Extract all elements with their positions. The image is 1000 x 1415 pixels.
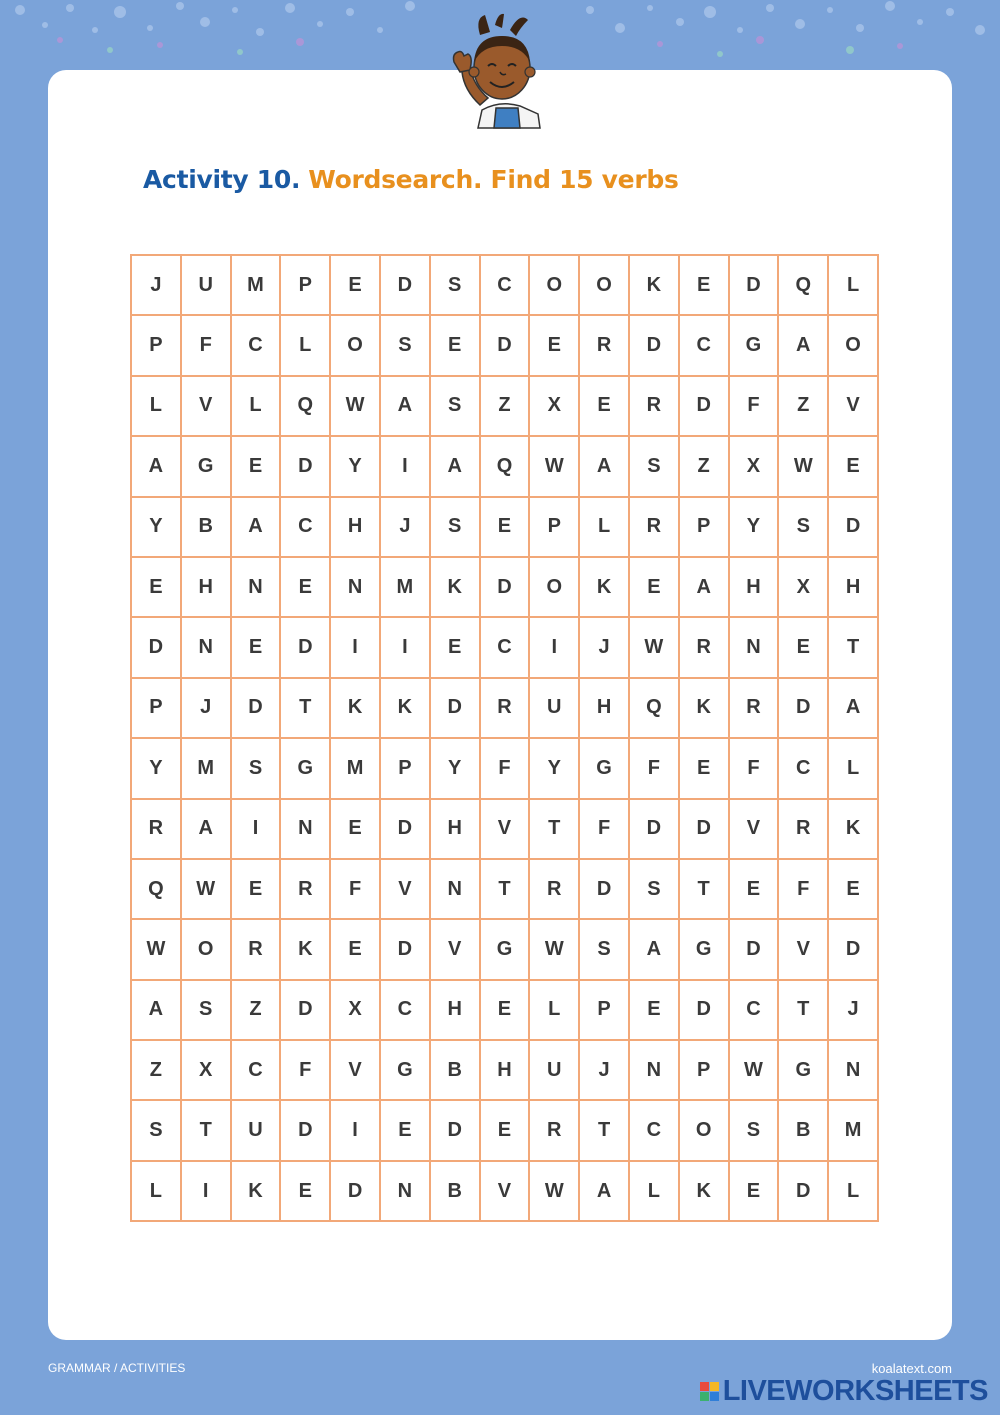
grid-cell[interactable]: L xyxy=(530,981,580,1041)
grid-cell[interactable]: L xyxy=(829,739,879,799)
grid-cell[interactable]: E xyxy=(331,920,381,980)
grid-cell[interactable]: N xyxy=(182,618,232,678)
grid-cell[interactable]: E xyxy=(232,618,282,678)
grid-cell[interactable]: L xyxy=(630,1162,680,1222)
grid-cell[interactable]: V xyxy=(779,920,829,980)
grid-cell[interactable]: E xyxy=(331,256,381,316)
grid-cell[interactable]: S xyxy=(630,860,680,920)
grid-cell[interactable]: B xyxy=(779,1101,829,1161)
grid-cell[interactable]: D xyxy=(730,920,780,980)
grid-cell[interactable]: S xyxy=(630,437,680,497)
grid-cell[interactable]: X xyxy=(779,558,829,618)
grid-cell[interactable]: D xyxy=(281,437,331,497)
grid-cell[interactable]: J xyxy=(580,618,630,678)
grid-cell[interactable]: F xyxy=(331,860,381,920)
grid-cell[interactable]: Y xyxy=(132,739,182,799)
grid-cell[interactable]: S xyxy=(182,981,232,1041)
grid-cell[interactable]: Q xyxy=(132,860,182,920)
grid-cell[interactable]: Y xyxy=(331,437,381,497)
grid-cell[interactable]: P xyxy=(381,739,431,799)
grid-cell[interactable]: O xyxy=(680,1101,730,1161)
grid-cell[interactable]: O xyxy=(331,316,381,376)
grid-cell[interactable]: P xyxy=(680,1041,730,1101)
grid-cell[interactable]: G xyxy=(730,316,780,376)
grid-cell[interactable]: E xyxy=(779,618,829,678)
grid-cell[interactable]: W xyxy=(132,920,182,980)
logo-mark-tile xyxy=(700,1382,709,1391)
grid-cell[interactable]: T xyxy=(281,679,331,739)
grid-cell[interactable]: V xyxy=(331,1041,381,1101)
grid-cell[interactable]: E xyxy=(232,860,282,920)
grid-cell[interactable]: T xyxy=(182,1101,232,1161)
grid-cell[interactable]: D xyxy=(829,498,879,558)
grid-cell[interactable]: D xyxy=(132,618,182,678)
grid-cell[interactable]: S xyxy=(431,377,481,437)
grid-cell[interactable]: R xyxy=(630,498,680,558)
grid-cell[interactable]: S xyxy=(431,256,481,316)
grid-cell[interactable]: N xyxy=(630,1041,680,1101)
activity-title xyxy=(143,165,679,194)
grid-cell[interactable]: P xyxy=(530,498,580,558)
grid-cell[interactable]: E xyxy=(630,558,680,618)
grid-cell[interactable]: A xyxy=(132,981,182,1041)
grid-cell[interactable]: H xyxy=(431,981,481,1041)
grid-cell[interactable]: A xyxy=(132,437,182,497)
grid-cell[interactable]: F xyxy=(580,800,630,860)
grid-cell[interactable]: R xyxy=(779,800,829,860)
grid-cell[interactable]: C xyxy=(232,316,282,376)
grid-cell[interactable]: M xyxy=(182,739,232,799)
grid-cell[interactable]: H xyxy=(182,558,232,618)
logo-mark-tile xyxy=(710,1382,719,1391)
grid-cell[interactable]: L xyxy=(232,377,282,437)
liveworksheets-logo-mark xyxy=(700,1382,719,1401)
grid-cell[interactable]: E xyxy=(132,558,182,618)
grid-cell[interactable]: C xyxy=(481,618,531,678)
grid-cell[interactable]: E xyxy=(680,256,730,316)
grid-cell[interactable]: E xyxy=(829,437,879,497)
grid-cell[interactable]: L xyxy=(580,498,630,558)
grid-cell[interactable]: X xyxy=(730,437,780,497)
grid-cell[interactable]: D xyxy=(680,800,730,860)
grid-cell[interactable]: O xyxy=(530,256,580,316)
grid-cell[interactable]: L xyxy=(829,256,879,316)
grid-cell[interactable]: Z xyxy=(132,1041,182,1101)
grid-cell[interactable]: S xyxy=(381,316,431,376)
grid-cell[interactable]: D xyxy=(779,679,829,739)
grid-cell[interactable]: R xyxy=(530,1101,580,1161)
grid-cell[interactable]: K xyxy=(381,679,431,739)
grid-cell[interactable]: A xyxy=(431,437,481,497)
grid-cell[interactable]: D xyxy=(481,558,531,618)
grid-cell[interactable]: D xyxy=(281,1101,331,1161)
grid-cell[interactable]: E xyxy=(680,739,730,799)
grid-cell[interactable]: M xyxy=(232,256,282,316)
grid-cell[interactable]: Y xyxy=(132,498,182,558)
grid-cell[interactable]: O xyxy=(580,256,630,316)
grid-cell[interactable]: A xyxy=(630,920,680,980)
grid-cell[interactable]: O xyxy=(530,558,580,618)
grid-cell[interactable]: D xyxy=(431,1101,481,1161)
grid-cell[interactable]: B xyxy=(431,1041,481,1101)
grid-cell[interactable]: C xyxy=(630,1101,680,1161)
grid-cell[interactable]: K xyxy=(281,920,331,980)
grid-cell[interactable]: R xyxy=(232,920,282,980)
grid-cell[interactable]: K xyxy=(680,1162,730,1222)
grid-cell[interactable]: I xyxy=(530,618,580,678)
grid-cell[interactable]: T xyxy=(680,860,730,920)
grid-cell[interactable]: N xyxy=(829,1041,879,1101)
grid-cell[interactable]: D xyxy=(381,256,431,316)
grid-cell[interactable]: S xyxy=(132,1101,182,1161)
grid-cell[interactable]: K xyxy=(431,558,481,618)
grid-cell[interactable]: F xyxy=(730,377,780,437)
grid-cell[interactable]: Y xyxy=(431,739,481,799)
grid-cell[interactable]: W xyxy=(730,1041,780,1101)
grid-cell[interactable]: A xyxy=(381,377,431,437)
grid-cell[interactable]: F xyxy=(630,739,680,799)
grid-cell[interactable]: V xyxy=(481,800,531,860)
grid-cell[interactable]: X xyxy=(182,1041,232,1101)
grid-cell[interactable]: J xyxy=(182,679,232,739)
grid-cell[interactable]: Y xyxy=(530,739,580,799)
grid-cell[interactable]: E xyxy=(730,860,780,920)
wordsearch-grid[interactable] xyxy=(130,254,879,1222)
grid-cell[interactable]: B xyxy=(431,1162,481,1222)
footer-category: GRAMMAR / ACTIVITIES xyxy=(48,1361,186,1375)
grid-cell[interactable]: E xyxy=(829,860,879,920)
grid-cell[interactable]: V xyxy=(730,800,780,860)
grid-cell[interactable]: P xyxy=(281,256,331,316)
grid-cell[interactable]: U xyxy=(232,1101,282,1161)
grid-cell[interactable]: I xyxy=(182,1162,232,1222)
grid-cell[interactable]: V xyxy=(182,377,232,437)
grid-cell[interactable]: T xyxy=(829,618,879,678)
grid-cell[interactable]: Q xyxy=(779,256,829,316)
grid-cell[interactable]: M xyxy=(829,1101,879,1161)
grid-cell[interactable]: R xyxy=(580,316,630,376)
grid-cell[interactable]: E xyxy=(281,1162,331,1222)
grid-cell[interactable]: T xyxy=(779,981,829,1041)
grid-cell[interactable]: D xyxy=(381,920,431,980)
grid-cell[interactable]: S xyxy=(779,498,829,558)
grid-cell[interactable]: H xyxy=(331,498,381,558)
grid-cell[interactable]: T xyxy=(530,800,580,860)
grid-cell[interactable]: D xyxy=(281,618,331,678)
grid-cell[interactable]: J xyxy=(381,498,431,558)
grid-cell[interactable]: I xyxy=(381,437,431,497)
grid-cell[interactable]: C xyxy=(381,981,431,1041)
liveworksheets-logo-text: LIVEWORKSHEETS xyxy=(722,1374,988,1407)
grid-cell[interactable]: V xyxy=(829,377,879,437)
grid-cell[interactable]: S xyxy=(580,920,630,980)
grid-cell[interactable]: K xyxy=(580,558,630,618)
grid-cell[interactable]: L xyxy=(281,316,331,376)
grid-cell[interactable]: J xyxy=(132,256,182,316)
grid-cell[interactable]: G xyxy=(481,920,531,980)
grid-cell[interactable]: E xyxy=(381,1101,431,1161)
grid-cell[interactable]: W xyxy=(182,860,232,920)
grid-cell[interactable]: S xyxy=(730,1101,780,1161)
liveworksheets-logo[interactable] xyxy=(700,1374,988,1408)
grid-cell[interactable]: R xyxy=(730,679,780,739)
grid-cell[interactable]: L xyxy=(829,1162,879,1222)
grid-cell[interactable]: L xyxy=(132,377,182,437)
grid-cell[interactable]: G xyxy=(680,920,730,980)
grid-cell[interactable]: U xyxy=(530,679,580,739)
grid-cell[interactable]: D xyxy=(829,920,879,980)
grid-cell[interactable]: O xyxy=(829,316,879,376)
grid-cell[interactable]: A xyxy=(779,316,829,376)
grid-cell[interactable]: E xyxy=(530,316,580,376)
grid-cell[interactable]: R xyxy=(481,679,531,739)
grid-cell[interactable]: F xyxy=(779,860,829,920)
grid-cell[interactable]: G xyxy=(182,437,232,497)
grid-cell[interactable]: I xyxy=(331,618,381,678)
grid-cell[interactable]: E xyxy=(431,618,481,678)
grid-cell[interactable]: H xyxy=(580,679,630,739)
grid-cell[interactable]: M xyxy=(381,558,431,618)
grid-cell[interactable]: K xyxy=(630,256,680,316)
grid-cell[interactable]: N xyxy=(730,618,780,678)
grid-cell[interactable]: A xyxy=(829,679,879,739)
grid-cell[interactable]: D xyxy=(630,316,680,376)
grid-cell[interactable]: V xyxy=(381,860,431,920)
grid-cell[interactable]: Q xyxy=(281,377,331,437)
grid-cell[interactable]: P xyxy=(580,981,630,1041)
grid-cell[interactable]: M xyxy=(331,739,381,799)
grid-cell[interactable]: T xyxy=(580,1101,630,1161)
grid-cell[interactable]: A xyxy=(580,1162,630,1222)
grid-cell[interactable]: D xyxy=(331,1162,381,1222)
grid-cell[interactable]: Q xyxy=(630,679,680,739)
grid-cell[interactable]: V xyxy=(431,920,481,980)
grid-cell[interactable]: S xyxy=(431,498,481,558)
grid-cell[interactable]: C xyxy=(779,739,829,799)
grid-cell[interactable]: D xyxy=(730,256,780,316)
grid-cell[interactable]: H xyxy=(829,558,879,618)
grid-cell[interactable]: N xyxy=(381,1162,431,1222)
grid-cell[interactable]: R xyxy=(630,377,680,437)
grid-cell[interactable]: W xyxy=(331,377,381,437)
grid-cell[interactable]: D xyxy=(481,316,531,376)
grid-cell[interactable]: E xyxy=(281,558,331,618)
grid-cell[interactable]: E xyxy=(481,498,531,558)
activity-instruction: Wordsearch. Find 15 verbs xyxy=(308,165,679,194)
grid-cell[interactable]: P xyxy=(132,316,182,376)
grid-cell[interactable]: I xyxy=(331,1101,381,1161)
grid-cell[interactable]: E xyxy=(331,800,381,860)
grid-cell[interactable]: N xyxy=(431,860,481,920)
grid-cell[interactable]: J xyxy=(829,981,879,1041)
grid-cell[interactable]: E xyxy=(481,981,531,1041)
grid-cell[interactable]: D xyxy=(630,800,680,860)
grid-cell[interactable]: X xyxy=(530,377,580,437)
grid-cell[interactable]: K xyxy=(232,1162,282,1222)
grid-cell[interactable]: G xyxy=(381,1041,431,1101)
grid-cell[interactable]: C xyxy=(232,1041,282,1101)
grid-cell[interactable]: C xyxy=(481,256,531,316)
grid-cell[interactable]: U xyxy=(182,256,232,316)
grid-cell[interactable]: G xyxy=(281,739,331,799)
grid-cell[interactable]: F xyxy=(730,739,780,799)
grid-cell[interactable]: E xyxy=(431,316,481,376)
grid-cell[interactable]: S xyxy=(232,739,282,799)
grid-cell[interactable]: W xyxy=(779,437,829,497)
waving-child-mascot xyxy=(440,10,560,130)
grid-cell[interactable]: Z xyxy=(779,377,829,437)
grid-cell[interactable]: C xyxy=(281,498,331,558)
grid-cell[interactable]: N xyxy=(232,558,282,618)
footer-source: koalatext.com xyxy=(871,1361,952,1376)
grid-cell[interactable]: D xyxy=(779,1162,829,1222)
grid-cell[interactable]: D xyxy=(232,679,282,739)
activity-number: Activity 10. xyxy=(143,165,301,194)
grid-cell[interactable]: D xyxy=(431,679,481,739)
grid-cell[interactable]: R xyxy=(281,860,331,920)
grid-cell[interactable]: W xyxy=(530,920,580,980)
grid-cell[interactable]: R xyxy=(680,618,730,678)
logo-mark-tile xyxy=(700,1392,709,1401)
grid-cell[interactable]: Z xyxy=(232,981,282,1041)
grid-cell[interactable]: H xyxy=(431,800,481,860)
grid-cell[interactable]: B xyxy=(182,498,232,558)
grid-cell[interactable]: K xyxy=(331,679,381,739)
grid-cell[interactable]: H xyxy=(481,1041,531,1101)
grid-cell[interactable]: A xyxy=(182,800,232,860)
grid-cell[interactable]: I xyxy=(232,800,282,860)
grid-cell[interactable]: C xyxy=(680,316,730,376)
grid-cell[interactable]: G xyxy=(580,739,630,799)
grid-cell[interactable]: R xyxy=(132,800,182,860)
grid-cell[interactable]: J xyxy=(580,1041,630,1101)
grid-cell[interactable]: T xyxy=(481,860,531,920)
grid-cell[interactable]: D xyxy=(281,981,331,1041)
grid-cell[interactable]: O xyxy=(182,920,232,980)
grid-cell[interactable]: N xyxy=(331,558,381,618)
grid-cell[interactable]: F xyxy=(481,739,531,799)
grid-cell[interactable]: E xyxy=(232,437,282,497)
grid-cell[interactable]: Y xyxy=(730,498,780,558)
grid-cell[interactable]: D xyxy=(680,377,730,437)
grid-cell[interactable]: D xyxy=(680,981,730,1041)
grid-cell[interactable]: A xyxy=(680,558,730,618)
grid-cell[interactable]: X xyxy=(331,981,381,1041)
grid-cell[interactable]: N xyxy=(281,800,331,860)
grid-cell[interactable]: E xyxy=(730,1162,780,1222)
grid-cell[interactable]: E xyxy=(580,377,630,437)
grid-cell[interactable]: I xyxy=(381,618,431,678)
grid-cell[interactable]: Q xyxy=(481,437,531,497)
grid-cell[interactable]: V xyxy=(481,1162,531,1222)
grid-cell[interactable]: F xyxy=(182,316,232,376)
grid-cell[interactable]: Z xyxy=(680,437,730,497)
grid-cell[interactable]: D xyxy=(580,860,630,920)
grid-cell[interactable]: E xyxy=(481,1101,531,1161)
grid-cell[interactable]: D xyxy=(381,800,431,860)
grid-cell[interactable]: W xyxy=(630,618,680,678)
grid-cell[interactable]: A xyxy=(580,437,630,497)
grid-cell[interactable]: F xyxy=(281,1041,331,1101)
grid-cell[interactable]: P xyxy=(132,679,182,739)
grid-cell[interactable]: G xyxy=(779,1041,829,1101)
grid-cell[interactable]: E xyxy=(630,981,680,1041)
grid-cell[interactable]: P xyxy=(680,498,730,558)
grid-cell[interactable]: Z xyxy=(481,377,531,437)
grid-cell[interactable]: R xyxy=(530,860,580,920)
grid-cell[interactable]: K xyxy=(829,800,879,860)
grid-cell[interactable]: W xyxy=(530,437,580,497)
grid-cell[interactable]: L xyxy=(132,1162,182,1222)
grid-cell[interactable]: W xyxy=(530,1162,580,1222)
logo-mark-tile xyxy=(710,1392,719,1401)
grid-cell[interactable]: H xyxy=(730,558,780,618)
grid-cell[interactable]: K xyxy=(680,679,730,739)
grid-cell[interactable]: A xyxy=(232,498,282,558)
grid-cell[interactable]: U xyxy=(530,1041,580,1101)
grid-cell[interactable]: C xyxy=(730,981,780,1041)
